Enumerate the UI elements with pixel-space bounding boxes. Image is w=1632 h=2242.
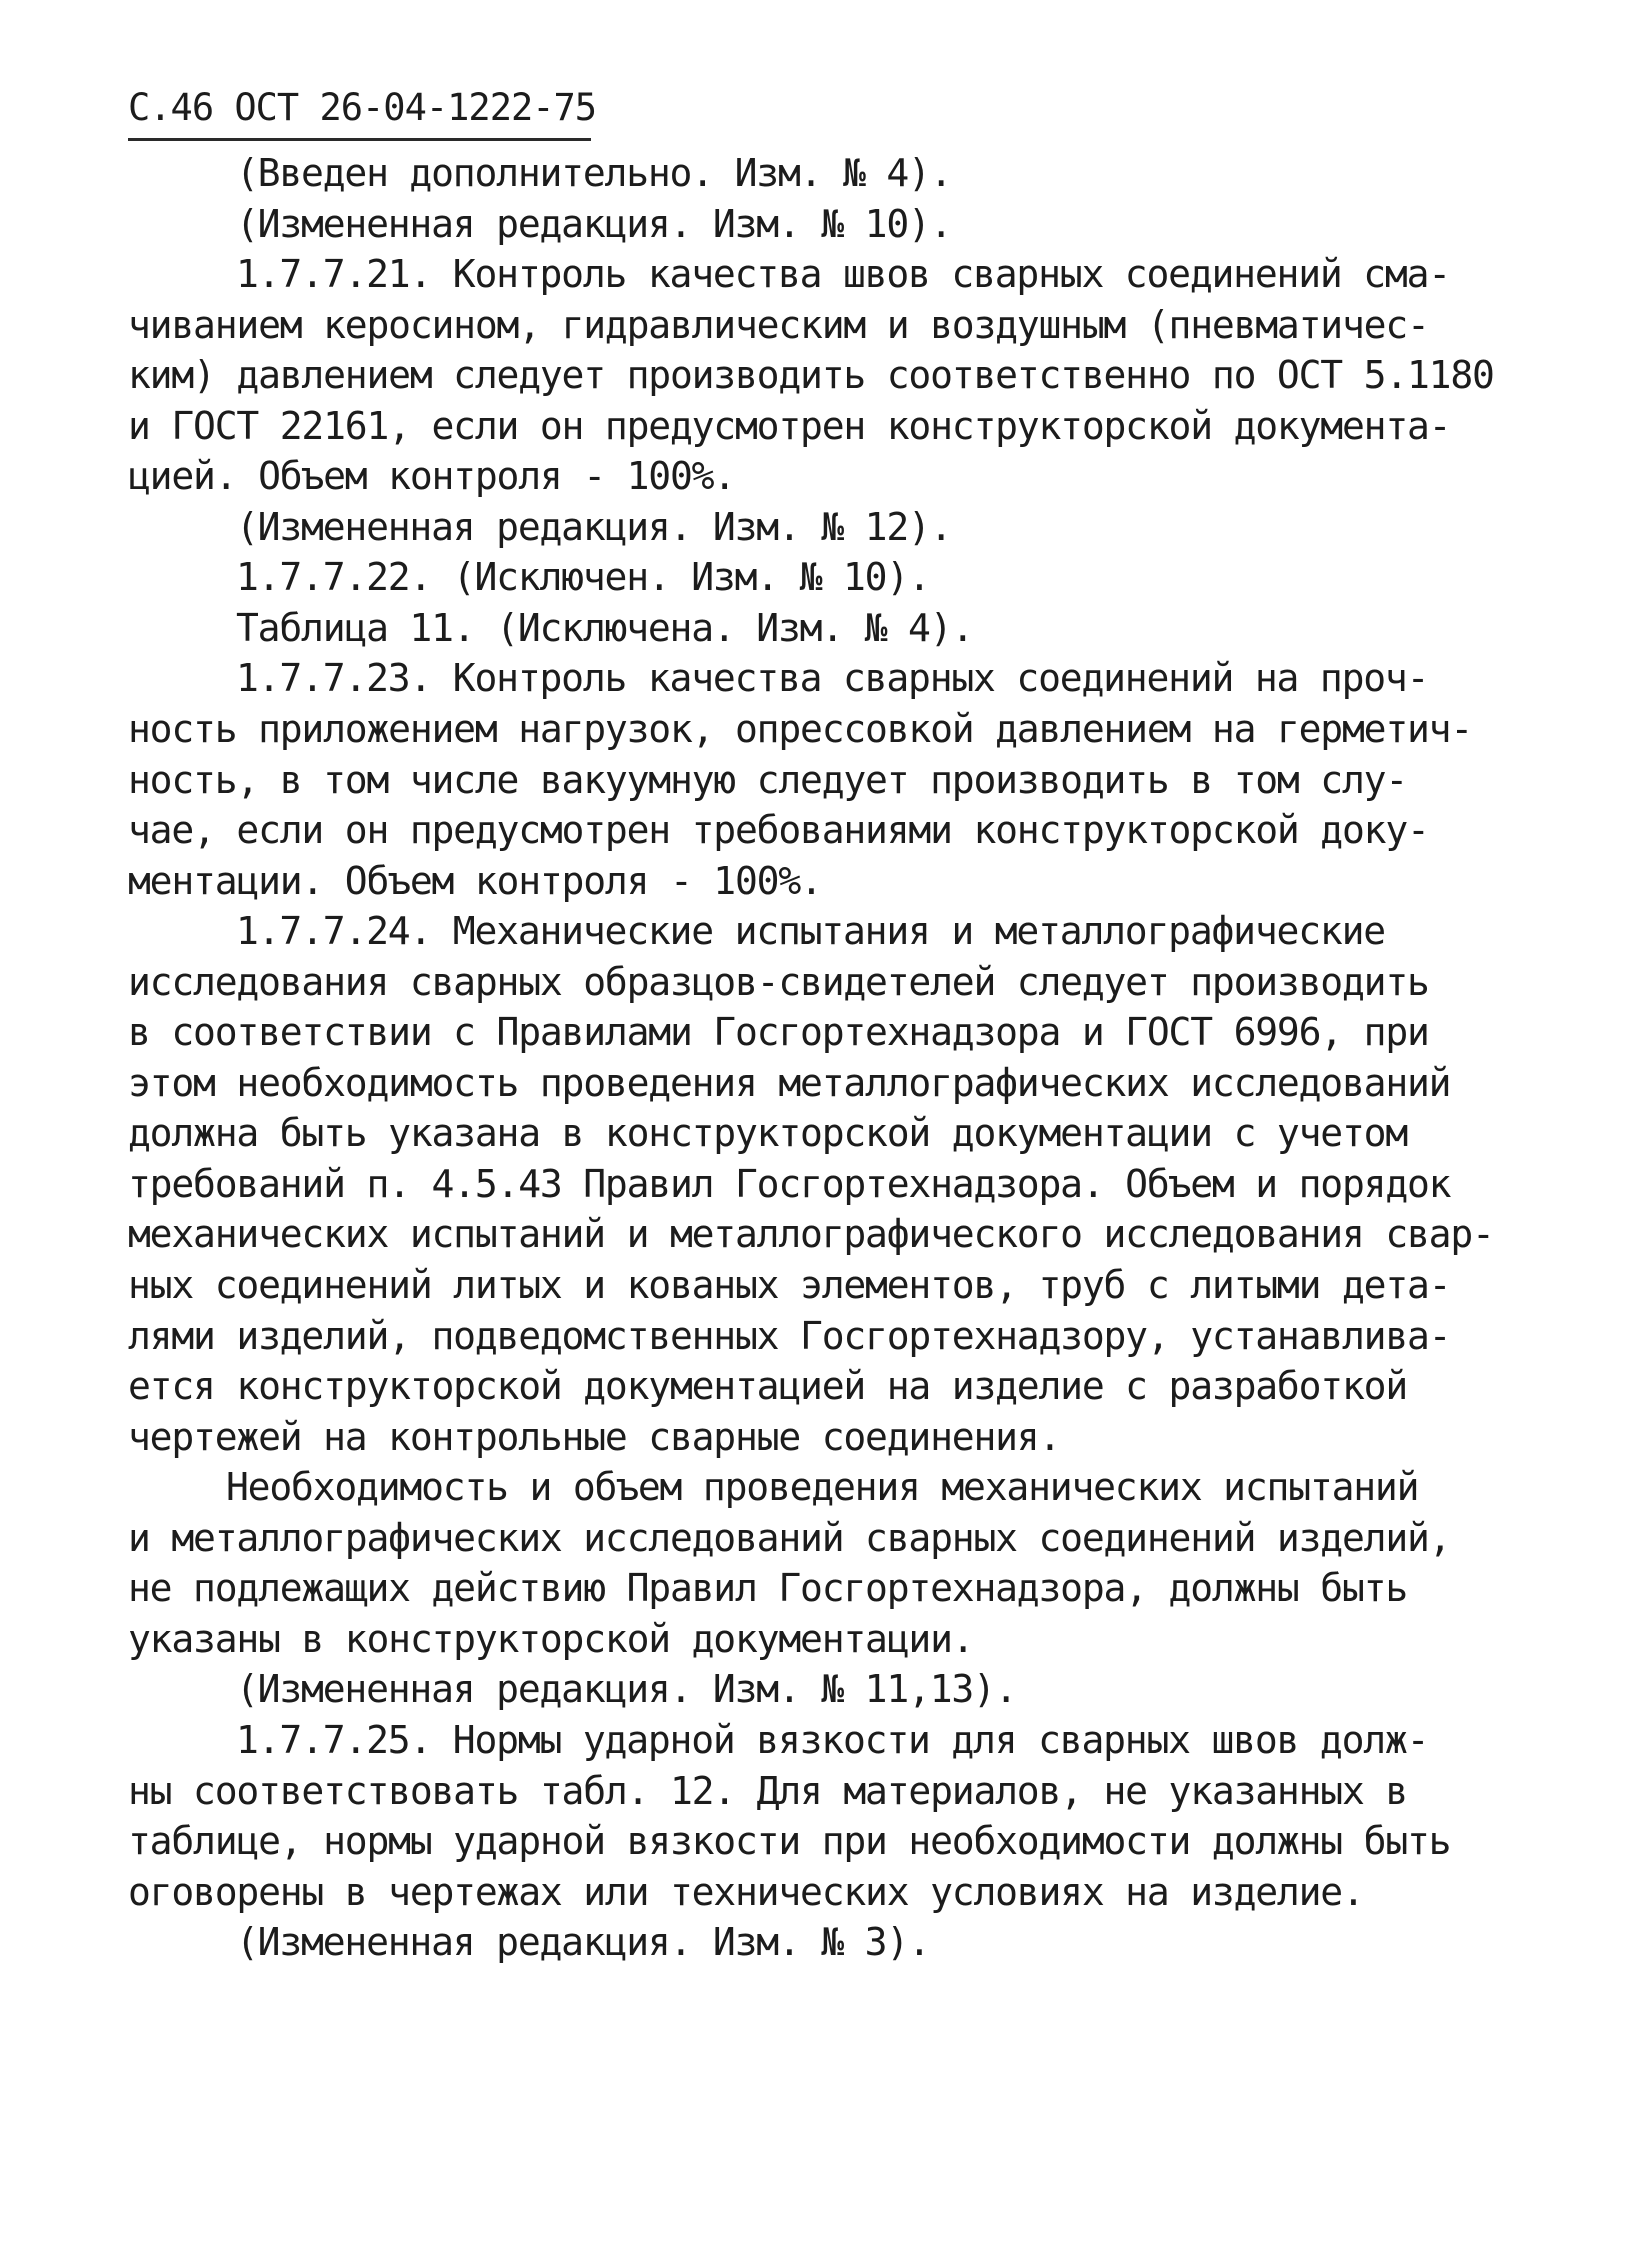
clause-1-7-7-24-line: 1.7.7.24. Механические испытания и металлографические	[236, 909, 1385, 954]
amendment-note: (Измененная редакция. Изм. № 12).	[236, 504, 952, 549]
clause-1-7-7-25-line: ны соответствовать табл. 12. Для материалов, не указанных в	[128, 1768, 1407, 1813]
clause-1-7-7-23-line: ментации. Объем контроля - 100%.	[128, 858, 822, 903]
clause-1-7-7-21-line: 1.7.7.21. Контроль качества швов сварных соединений сма-	[236, 252, 1450, 297]
clause-1-7-7-21-line: цией. Объем контроля - 100%.	[128, 454, 735, 499]
clause-1-7-7-23-line: ность, в том числе вакуумную следует производить в том слу-	[128, 757, 1407, 802]
clause-1-7-7-25-line: 1.7.7.25. Нормы ударной вязкости для сварных швов долж-	[236, 1717, 1429, 1762]
amendment-note: (Измененная редакция. Изм. № 11,13).	[236, 1667, 1017, 1712]
clause-1-7-7-23-line: ность приложением нагрузок, опрессовкой давлением на герметич-	[128, 707, 1473, 752]
clause-1-7-7-21-line: ким) давлением следует производить соответственно по ОСТ 5.1180	[128, 353, 1494, 398]
clause-1-7-7-25-line: таблице, нормы ударной вязкости при необходимости должны быть	[128, 1819, 1451, 1864]
document-body	[128, 148, 1494, 1968]
paragraph-line: не подлежащих действию Правил Госгортехнадзора, должны быть	[128, 1566, 1407, 1611]
clause-1-7-7-24-line: этом необходимость проведения металлографических исследований	[128, 1060, 1451, 1105]
clause-1-7-7-21-line: чиванием керосином, гидравлическим и воздушным (пневматичес-	[128, 302, 1429, 347]
clause-1-7-7-21-line: и ГОСТ 22161, если он предусмотрен конструкторской документа-	[128, 403, 1451, 448]
clause-1-7-7-24-line: ных соединений литых и кованых элементов, труб с литыми дета-	[128, 1263, 1451, 1308]
clause-1-7-7-24-line: механических испытаний и металлографического исследования свар-	[128, 1212, 1494, 1257]
clause-1-7-7-22-line: 1.7.7.22. (Исключен. Изм. № 10).	[236, 555, 930, 600]
table-11-note: Таблица 11. (Исключена. Изм. № 4).	[236, 605, 974, 650]
clause-1-7-7-24-line: в соответствии с Правилами Госгортехнадзора и ГОСТ 6996, при	[128, 1010, 1429, 1055]
clause-1-7-7-25-line: оговорены в чертежах или технических условиях на изделие.	[128, 1869, 1364, 1914]
clause-1-7-7-24-line: должна быть указана в конструкторской документации с учетом	[128, 1111, 1407, 1156]
clause-1-7-7-23-line: чае, если он предусмотрен требованиями конструкторской доку-	[128, 808, 1429, 853]
page-header-ref: С.46 ОСТ 26-04-1222-75	[128, 86, 597, 129]
amendment-note: (Измененная редакция. Изм. № 3).	[236, 1920, 930, 1965]
clause-1-7-7-24-line: лями изделий, подведомственных Госгортехнадзору, устанавлива-	[128, 1313, 1451, 1358]
amendment-note: (Измененная редакция. Изм. № 10).	[236, 201, 952, 246]
paragraph-line: указаны в конструкторской документации.	[128, 1616, 974, 1661]
clause-1-7-7-24-line: ется конструкторской документацией на изделие с разработкой	[128, 1364, 1407, 1409]
paragraph-line: Необходимость и объем проведения механических испытаний	[226, 1465, 1419, 1510]
clause-1-7-7-24-line: чертежей на контрольные сварные соединения.	[128, 1414, 1061, 1459]
clause-1-7-7-24-line: исследования сварных образцов-свидетелей следует производить	[128, 959, 1429, 1004]
paragraph-line: и металлографических исследований сварных соединений изделий,	[128, 1515, 1451, 1560]
clause-1-7-7-23-line: 1.7.7.23. Контроль качества сварных соединений на проч-	[236, 656, 1429, 701]
amendment-note: (Введен дополнительно. Изм. № 4).	[236, 151, 952, 195]
header-underline	[128, 138, 591, 141]
clause-1-7-7-24-line: требований п. 4.5.43 Правил Госгортехнадзора. Объем и порядок	[128, 1161, 1451, 1206]
